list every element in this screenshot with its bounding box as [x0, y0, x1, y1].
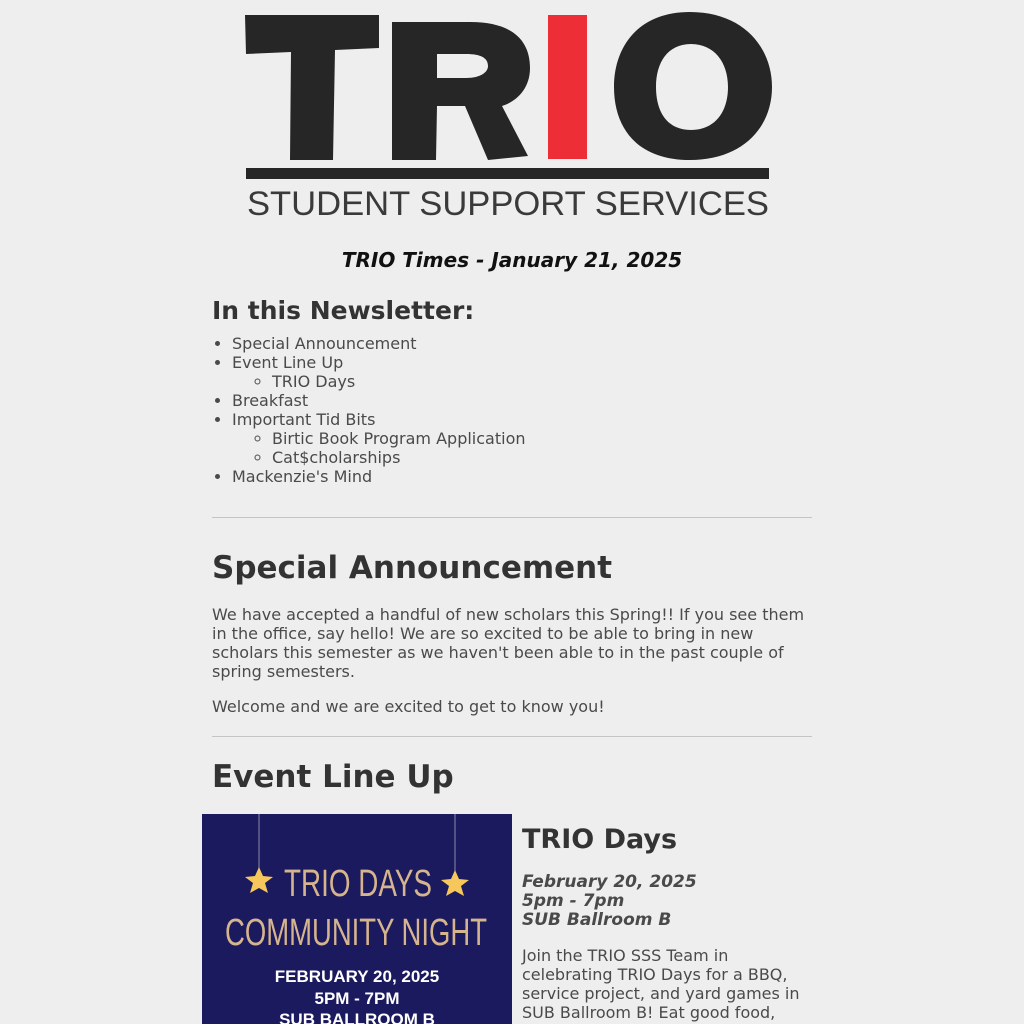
section-divider — [212, 517, 812, 518]
toc-item — [232, 391, 526, 410]
event-line-up-heading: Event Line Up — [212, 759, 454, 795]
toc-subitem — [272, 448, 526, 467]
flyer-location: SUB BALLROOM B — [279, 1010, 435, 1024]
toc-item — [232, 334, 526, 353]
toc-item-label: Important Tid Bits — [232, 410, 376, 429]
logo-letter-i — [548, 15, 587, 159]
event-date: February 20, 2025 — [522, 872, 697, 892]
special-announcement-paragraph: We have accepted a handful of new scholars this Spring!! If you see them in the office, say hello! We are so excited to be able to bring in new scholars this semester as we haven't been able to in the past couple of spring semesters. — [212, 605, 805, 681]
section-divider — [212, 736, 812, 737]
toc-subitem — [272, 372, 526, 391]
event-description: Join the TRIO SSS Team in celebrating TRIO Days for a BBQ, service project, and yard games in SUB Ballroom B! Eat good food, — [522, 946, 800, 1022]
toc-subitem-label: TRIO Days — [272, 372, 356, 391]
toc-item-label: Special Announcement — [232, 334, 417, 353]
toc-item-label: Breakfast — [232, 391, 309, 410]
toc-sublist — [232, 372, 526, 391]
table-of-contents — [212, 334, 526, 486]
flyer-title-line1: TRIO DAYS — [284, 863, 432, 905]
event-details — [522, 824, 812, 1022]
logo-letter-o — [614, 12, 772, 160]
toc-sublist — [232, 429, 526, 467]
flyer-date: FEBRUARY 20, 2025 — [274, 967, 440, 986]
flyer-title-line2: COMMUNITY NIGHT — [225, 912, 487, 954]
trio-logo — [244, 10, 774, 222]
toc-item — [232, 353, 526, 391]
event-location: SUB Ballroom B — [522, 910, 672, 930]
toc-item-label: Mackenzie's Mind — [232, 467, 373, 486]
toc-subitem — [272, 429, 526, 448]
logo-tagline: STUDENT SUPPORT SERVICES — [247, 185, 769, 222]
toc-item-label: Event Line Up — [232, 353, 344, 372]
special-announcement-paragraph: Welcome and we are excited to get to know you! — [212, 697, 605, 716]
logo-letter-t — [245, 15, 379, 160]
event-title: TRIO Days — [522, 824, 678, 855]
trio-days-flyer — [202, 814, 512, 1024]
toc-item — [232, 467, 526, 486]
toc-subitem-label: Birtic Book Program Application — [272, 429, 526, 448]
flyer-time: 5PM - 7PM — [314, 989, 400, 1008]
toc-item — [232, 410, 526, 467]
event-time: 5pm - 7pm — [522, 891, 625, 911]
event-meta — [522, 873, 812, 930]
special-announcement-heading: Special Announcement — [212, 550, 613, 586]
issue-title: TRIO Times - January 21, 2025 — [341, 248, 683, 272]
logo-underline — [246, 168, 769, 179]
toc-heading: In this Newsletter: — [212, 296, 475, 325]
toc-subitem-label: Cat$cholarships — [272, 448, 401, 467]
logo-letter-r — [392, 22, 530, 160]
